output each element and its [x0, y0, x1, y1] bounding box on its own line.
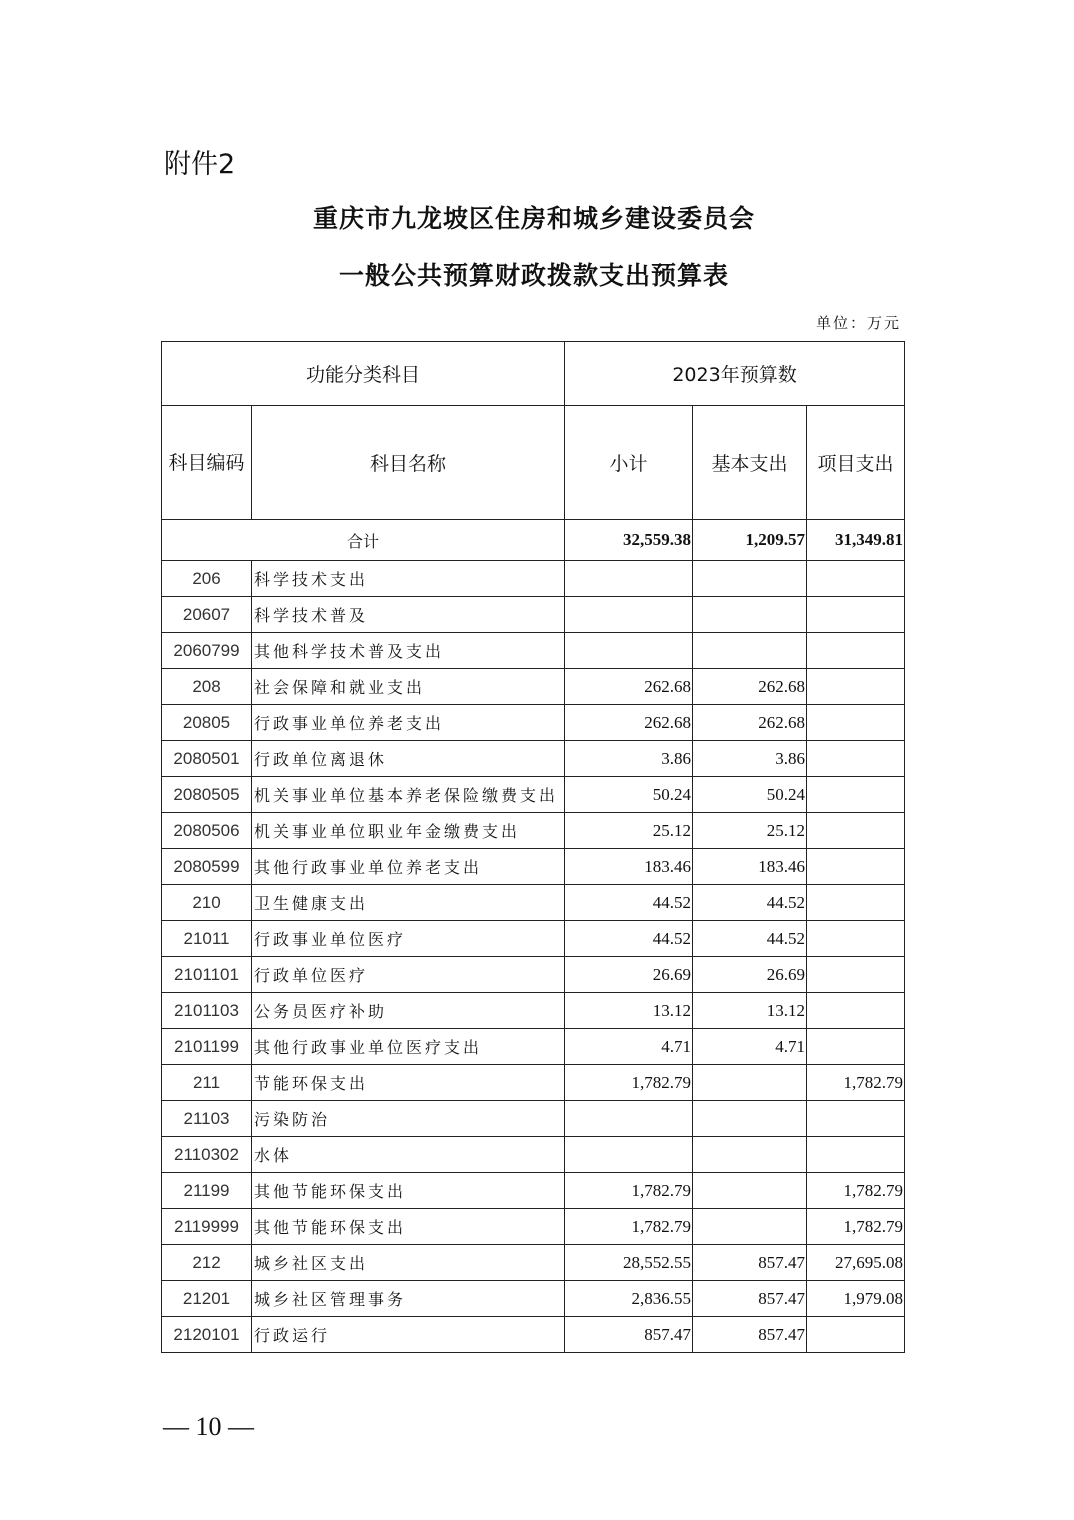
- cell-project: [807, 1101, 905, 1137]
- cell-basic: [693, 1101, 807, 1137]
- cell-project: [807, 921, 905, 957]
- cell-code: 2101199: [162, 1029, 252, 1065]
- total-row: [162, 520, 905, 561]
- cell-code: 2080501: [162, 741, 252, 777]
- cell-subtotal: 857.47: [565, 1317, 693, 1353]
- table-row: [162, 1101, 905, 1137]
- cell-basic: 857.47: [693, 1245, 807, 1281]
- cell-subtotal: 3.86: [565, 741, 693, 777]
- cell-name: 行政事业单位医疗: [252, 921, 565, 957]
- unit-label: 单位：万元: [815, 314, 901, 332]
- cell-subtotal: 44.52: [565, 921, 693, 957]
- cell-code: 21011: [162, 921, 252, 957]
- cell-code: 2080506: [162, 813, 252, 849]
- cell-code: 2080599: [162, 849, 252, 885]
- cell-name: 行政单位医疗: [252, 957, 565, 993]
- cell-code: 212: [162, 1245, 252, 1281]
- cell-subtotal: 13.12: [565, 993, 693, 1029]
- cell-subtotal: [565, 561, 693, 597]
- cell-project: 1,782.79: [807, 1065, 905, 1101]
- table-row: [162, 597, 905, 633]
- table-row: [162, 669, 905, 705]
- cell-subtotal: [565, 1101, 693, 1137]
- table-row: [162, 777, 905, 813]
- cell-subtotal: 1,782.79: [565, 1173, 693, 1209]
- cell-project: [807, 741, 905, 777]
- cell-name: 污染防治: [252, 1101, 565, 1137]
- cell-subtotal: 1,782.79: [565, 1065, 693, 1101]
- table-row: [162, 957, 905, 993]
- cell-subtotal: 44.52: [565, 885, 693, 921]
- table-row: [162, 849, 905, 885]
- cell-name: 城乡社区支出: [252, 1245, 565, 1281]
- header-code: 科目编码: [162, 406, 252, 520]
- cell-name: 社会保障和就业支出: [252, 669, 565, 705]
- header-project: 项目支出: [807, 406, 905, 520]
- header-row-columns: [162, 406, 905, 520]
- cell-subtotal: 25.12: [565, 813, 693, 849]
- cell-code: 211: [162, 1065, 252, 1101]
- cell-subtotal: 183.46: [565, 849, 693, 885]
- table-row: [162, 1173, 905, 1209]
- table-row: [162, 1029, 905, 1065]
- cell-name: 公务员医疗补助: [252, 993, 565, 1029]
- table-row: [162, 1065, 905, 1101]
- cell-project: [807, 1317, 905, 1353]
- cell-code: 21103: [162, 1101, 252, 1137]
- cell-code: 210: [162, 885, 252, 921]
- table-row: [162, 741, 905, 777]
- cell-basic: [693, 561, 807, 597]
- total-basic: 1,209.57: [693, 520, 807, 561]
- cell-basic: 13.12: [693, 993, 807, 1029]
- cell-subtotal: 2,836.55: [565, 1281, 693, 1317]
- cell-basic: 3.86: [693, 741, 807, 777]
- cell-basic: 44.52: [693, 885, 807, 921]
- cell-basic: 857.47: [693, 1281, 807, 1317]
- cell-code: 2101103: [162, 993, 252, 1029]
- table-row: [162, 1209, 905, 1245]
- table-row: [162, 633, 905, 669]
- cell-project: 1,979.08: [807, 1281, 905, 1317]
- table-row: [162, 1317, 905, 1353]
- header-basic: 基本支出: [693, 406, 807, 520]
- total-label: 合计: [162, 520, 565, 561]
- cell-name: 科学技术支出: [252, 561, 565, 597]
- cell-project: 1,782.79: [807, 1173, 905, 1209]
- table-row: [162, 561, 905, 597]
- cell-name: 其他节能环保支出: [252, 1209, 565, 1245]
- cell-code: 2120101: [162, 1317, 252, 1353]
- cell-name: 城乡社区管理事务: [252, 1281, 565, 1317]
- cell-basic: 50.24: [693, 777, 807, 813]
- cell-name: 科学技术普及: [252, 597, 565, 633]
- table-row: [162, 885, 905, 921]
- cell-subtotal: 26.69: [565, 957, 693, 993]
- cell-basic: 4.71: [693, 1029, 807, 1065]
- cell-project: [807, 1137, 905, 1173]
- cell-basic: [693, 1209, 807, 1245]
- cell-basic: [693, 1173, 807, 1209]
- cell-code: 21199: [162, 1173, 252, 1209]
- document-title-line1: 重庆市九龙坡区住房和城乡建设委员会: [312, 204, 755, 233]
- cell-project: [807, 849, 905, 885]
- table-row: [162, 1137, 905, 1173]
- cell-subtotal: 28,552.55: [565, 1245, 693, 1281]
- cell-subtotal: [565, 1137, 693, 1173]
- cell-name: 行政单位离退休: [252, 741, 565, 777]
- attachment-label: 附件2: [164, 149, 236, 180]
- cell-name: 机关事业单位基本养老保险缴费支出: [252, 777, 565, 813]
- cell-name: 其他行政事业单位医疗支出: [252, 1029, 565, 1065]
- cell-project: [807, 597, 905, 633]
- cell-subtotal: 262.68: [565, 669, 693, 705]
- cell-basic: 44.52: [693, 921, 807, 957]
- cell-code: 2101101: [162, 957, 252, 993]
- cell-name: 行政事业单位养老支出: [252, 705, 565, 741]
- cell-project: [807, 705, 905, 741]
- cell-basic: 262.68: [693, 669, 807, 705]
- table-row: [162, 705, 905, 741]
- cell-subtotal: 1,782.79: [565, 1209, 693, 1245]
- cell-name: 节能环保支出: [252, 1065, 565, 1101]
- cell-name: 其他行政事业单位养老支出: [252, 849, 565, 885]
- cell-name: 行政运行: [252, 1317, 565, 1353]
- cell-code: 2119999: [162, 1209, 252, 1245]
- table-row: [162, 813, 905, 849]
- header-subtotal: 小计: [565, 406, 693, 520]
- cell-basic: [693, 1065, 807, 1101]
- cell-name: 机关事业单位职业年金缴费支出: [252, 813, 565, 849]
- total-project: 31,349.81: [807, 520, 905, 561]
- header-name: 科目名称: [252, 406, 565, 520]
- cell-code: 2060799: [162, 633, 252, 669]
- table-row: [162, 1281, 905, 1317]
- cell-project: 27,695.08: [807, 1245, 905, 1281]
- cell-basic: [693, 1137, 807, 1173]
- header-row-group: [162, 342, 905, 406]
- cell-project: [807, 993, 905, 1029]
- cell-subtotal: [565, 633, 693, 669]
- cell-subtotal: 50.24: [565, 777, 693, 813]
- cell-basic: 262.68: [693, 705, 807, 741]
- cell-name: 其他节能环保支出: [252, 1173, 565, 1209]
- table-row: [162, 1245, 905, 1281]
- cell-project: [807, 813, 905, 849]
- cell-project: [807, 561, 905, 597]
- table-row: [162, 921, 905, 957]
- cell-code: 2110302: [162, 1137, 252, 1173]
- cell-project: [807, 777, 905, 813]
- cell-code: 20805: [162, 705, 252, 741]
- cell-code: 21201: [162, 1281, 252, 1317]
- cell-project: [807, 633, 905, 669]
- header-function-category: 功能分类科目: [162, 342, 565, 406]
- header-budget-2023: 2023年预算数: [565, 342, 905, 406]
- page-number: — 10 —: [163, 1412, 254, 1441]
- table-row: [162, 993, 905, 1029]
- cell-basic: [693, 633, 807, 669]
- cell-project: 1,782.79: [807, 1209, 905, 1245]
- cell-name: 水体: [252, 1137, 565, 1173]
- cell-project: [807, 885, 905, 921]
- cell-project: [807, 957, 905, 993]
- cell-basic: 25.12: [693, 813, 807, 849]
- cell-subtotal: [565, 597, 693, 633]
- cell-name: 其他科学技术普及支出: [252, 633, 565, 669]
- cell-basic: 857.47: [693, 1317, 807, 1353]
- cell-project: [807, 669, 905, 705]
- cell-name: 卫生健康支出: [252, 885, 565, 921]
- cell-basic: 183.46: [693, 849, 807, 885]
- cell-subtotal: 262.68: [565, 705, 693, 741]
- cell-code: 206: [162, 561, 252, 597]
- budget-table: [161, 341, 905, 1353]
- total-subtotal: 32,559.38: [565, 520, 693, 561]
- cell-code: 2080505: [162, 777, 252, 813]
- cell-code: 208: [162, 669, 252, 705]
- cell-subtotal: 4.71: [565, 1029, 693, 1065]
- document-title-line2: 一般公共预算财政拨款支出预算表: [338, 261, 729, 290]
- cell-project: [807, 1029, 905, 1065]
- cell-code: 20607: [162, 597, 252, 633]
- cell-basic: 26.69: [693, 957, 807, 993]
- cell-basic: [693, 597, 807, 633]
